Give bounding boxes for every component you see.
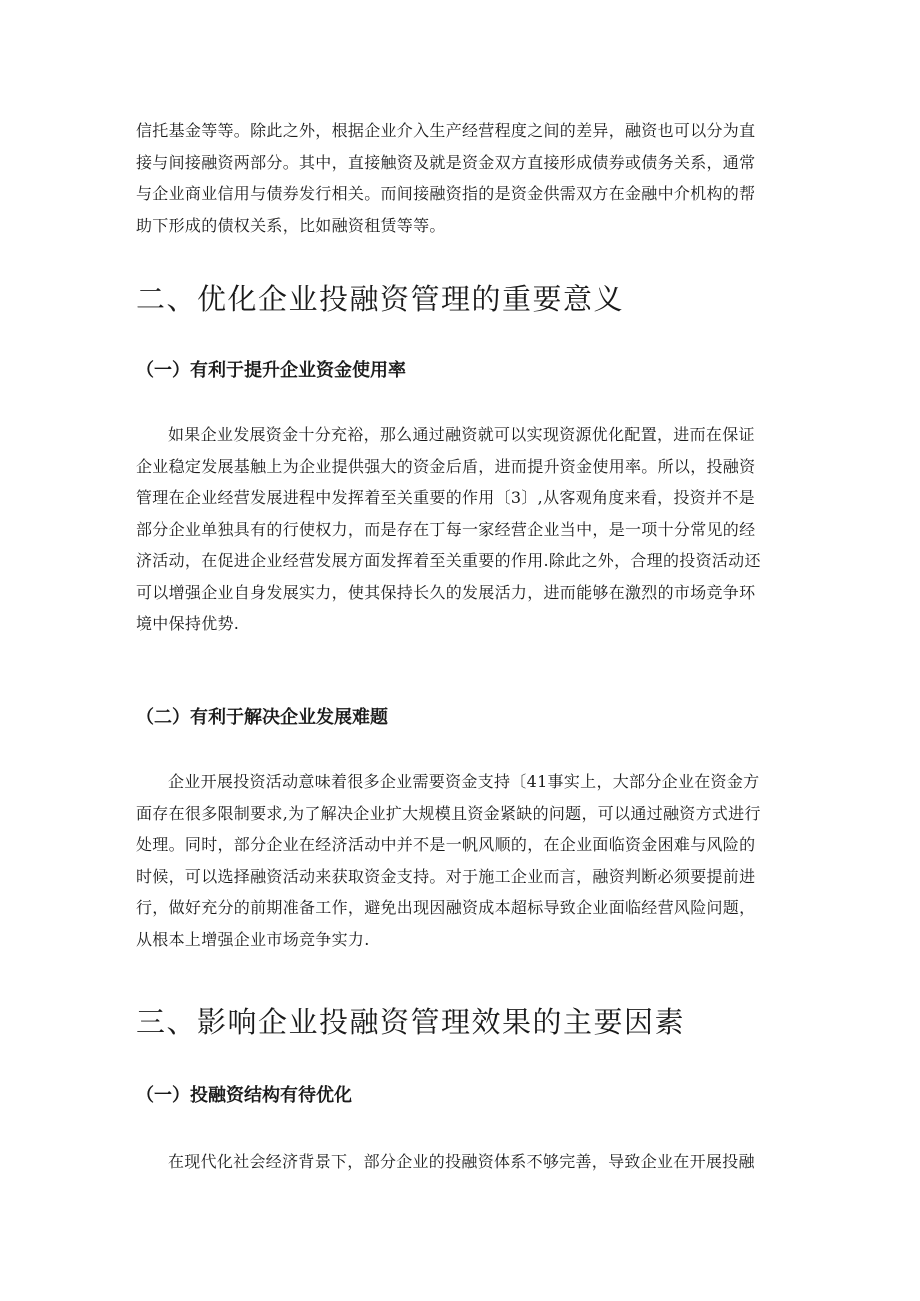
text-line: 助下形成的债权关系，比如融资租赁等等。 (136, 215, 446, 235)
section-heading-3: 三、影响企业投融资管理效果的主要因素 (136, 1005, 686, 1039)
paragraph-financing-types (136, 115, 788, 241)
text-line: 济活动，在促进企业经营发展方面发挥着至关重要的作用.除此之外，合理的投资活动还 (136, 551, 761, 570)
text-line: 如果企业发展资金十分充裕，那么通过融资就可以实现资源优化配置，进而在保证 (168, 425, 755, 444)
text-line: 管理在企业经营发展进程中发挥着至关重要的作用〔3〕,从客观角度来看，投资并不是 (136, 488, 755, 507)
text-line: 企业开展投资活动意味着很多企业需要资金支持〔41事实上，大部分企业在资金方 (168, 772, 760, 791)
text-line: 可以增强企业自身发展实力，使其保持长久的发展活力，进而能够在激烈的市场竞争环 (136, 582, 756, 602)
paragraph-capital-efficiency (136, 419, 788, 640)
text-line: 在现代化社会经济背景下，部分企业的投融资体系不够完善，导致企业在开展投融 (168, 1152, 755, 1171)
paragraph-structure-optimization (136, 1146, 788, 1178)
text-line: 信托基金等等。除此之外，根据企业介入生产经营程度之间的差异，融资也可以分为直 (136, 121, 756, 140)
text-line: 时候，可以选择融资活动来获取资金支持。对于施工企业而言，融资判断必须要提前进 (136, 866, 756, 886)
section-heading-2: 二、优化企业投融资管理的重要意义 (136, 282, 625, 316)
text-line: 境中保持优势. (136, 614, 240, 633)
text-line: 企业稳定发展基触上为企业提供强大的资金后盾，进而提升资金使用率。所以，投融资 (136, 456, 756, 476)
text-line: 从根本上增强企业市场竞争实力. (136, 929, 370, 949)
text-line: 处理。同时，部分企业在经济活动中并不是一帆风顺的，在企业面临资金困难与风险的 (136, 835, 756, 854)
text-line: 面存在很多限制要求,为了解决企业扩大规模且资金紧缺的问题，可以通过融资方式进行 (136, 803, 761, 823)
subsection-heading-2-2: （二）有利于解决企业发展难题 (136, 707, 388, 728)
subsection-heading-3-1: （一）投融资结构有待优化 (136, 1085, 352, 1106)
subsection-heading-2-1: （一）有利于提升企业资金使用率 (136, 360, 406, 381)
text-line: 部分企业单独具有的行使权力，而是存在丁每一家经营企业当中，是一项十分常见的经 (136, 519, 756, 539)
text-line: 接与间接融资两部分。其中，直接触资及就是资金双方直接形成债券或债务关系，通常 (136, 152, 756, 172)
paragraph-development-problems (136, 766, 788, 955)
text-line: 行，做好充分的前期准备工作，避免出现因融资成本超标导致企业面临经营风险问题， (136, 898, 756, 917)
text-line: 与企业商业信用与债券发行相关。而间接融资指的是资金供需双方在金融中介机构的帮 (136, 184, 756, 203)
